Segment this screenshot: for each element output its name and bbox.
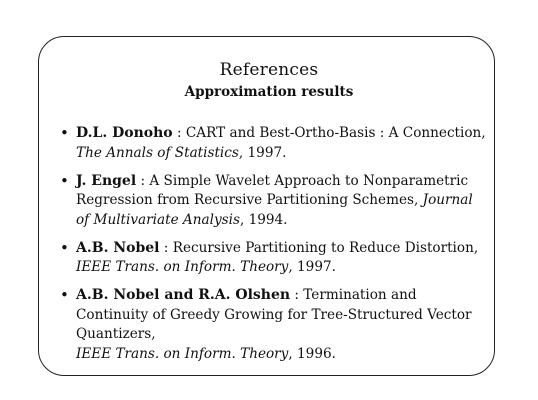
- bullet-icon: •: [60, 286, 69, 304]
- reference-item: [60, 124, 490, 163]
- reference-year: , 1994.: [239, 211, 288, 228]
- reference-item: [60, 286, 490, 364]
- reference-journal: Journal of Multivariate Analysis: [76, 192, 473, 228]
- reference-journal: IEEE Trans. on Inform. Theory: [76, 259, 289, 275]
- reference-separator: :: [172, 125, 186, 141]
- reference-year: , 1996.: [288, 345, 336, 362]
- reference-item: [60, 172, 490, 231]
- reference-author: A.B. Nobel and R.A. Olshen: [76, 287, 291, 303]
- reference-item: [60, 239, 490, 278]
- reference-title: CART and Best-Ortho-Basis : A Connection,: [185, 125, 486, 141]
- reference-title: Recursive Partitioning to Reduce Distortion,: [172, 239, 479, 256]
- reference-journal: The Annals of Statistics: [76, 144, 239, 161]
- bullet-icon: •: [60, 124, 69, 142]
- bullet-icon: •: [60, 171, 69, 190]
- reference-title: Termination and Continuity of Greedy Growing for Tree-Structured Vector Quantizers,: [76, 287, 472, 342]
- reference-title: A Simple Wavelet Approach to Nonparametric Regression from Recursive Partitioning Schemes,: [76, 172, 469, 208]
- reference-journal: IEEE Trans. on Inform. Theory: [76, 345, 289, 362]
- reference-separator: :: [290, 287, 304, 303]
- reference-separator: :: [136, 172, 150, 189]
- page-subtitle: Approximation results: [184, 84, 354, 100]
- bullet-icon: •: [60, 238, 69, 257]
- reference-year: , 1997.: [238, 144, 287, 161]
- reference-author: J. Engel: [76, 172, 137, 189]
- reference-separator: :: [159, 239, 173, 256]
- page-title: References: [219, 60, 319, 80]
- reference-year: , 1997.: [288, 259, 336, 275]
- reference-author: D.L. Donoho: [76, 125, 173, 141]
- reference-author: A.B. Nobel: [76, 239, 160, 256]
- reference-list: [60, 124, 490, 373]
